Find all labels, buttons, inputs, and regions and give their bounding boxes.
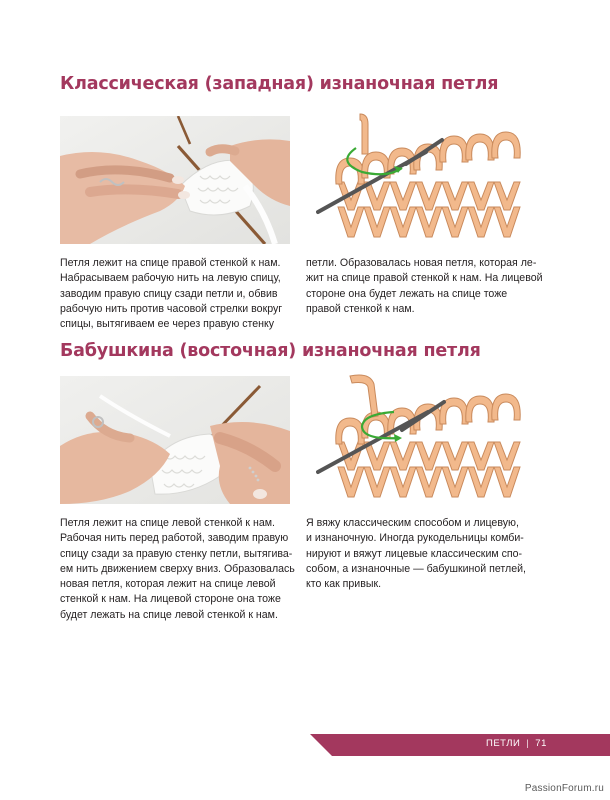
text-line: стенкой к нам. На лицевой стороне она тоже (60, 593, 281, 606)
text-line: и изнаночную. Иногда рукодельницы комби- (306, 532, 524, 545)
page-number: 71 (535, 738, 547, 749)
text-line: Петля лежит на спице правой стенкой к нам. (60, 257, 281, 269)
section-1-paragraph-left (60, 256, 282, 332)
text-line: правой стенкой к нам. (306, 302, 415, 315)
text-line: спицу сзади за правую стенку петли, вытягива- (60, 547, 293, 560)
text-line: собом, а изнаночные — бабушкиной петлей, (306, 562, 526, 575)
watermark: PassionForum.ru (524, 783, 604, 794)
purl-eastern-diagram-icon (316, 372, 534, 512)
text-line: ем нить движением сверху вниз. Образовалась (60, 562, 295, 575)
running-footer (486, 738, 547, 749)
purl-western-diagram-icon (316, 112, 534, 252)
footer-separator: | (526, 738, 530, 749)
text-line: заводим правую спицу сзади петли и, обвив (60, 287, 278, 300)
text-line: жит на спице правой стенкой к нам. На лицевой (306, 272, 543, 285)
text-line: нируют и вяжут лицевые классическим спо- (306, 547, 523, 560)
text-line: Рабочая нить перед работой, заводим правую (60, 532, 289, 545)
text-line: стороне она будет лежать на спице тоже (306, 287, 508, 300)
section-1-paragraph-right (306, 256, 543, 317)
hands-knitting-photo-icon (60, 116, 290, 244)
hands-knitting-photo-icon (60, 376, 290, 504)
text-line: Я вяжу классическим способом и лицевую, (306, 517, 519, 529)
section-2-paragraph-left (60, 516, 295, 623)
text-line: кто как привык. (306, 578, 382, 591)
text-line: новая петля, которая лежит на спице левой (60, 578, 276, 591)
text-line: Петля лежит на спице левой стенкой к нам. (60, 517, 275, 529)
text-line: будет лежать на спице левой стенкой к нам. (60, 608, 278, 621)
footer-band (310, 734, 610, 756)
text-line: спицы, вытягиваем ее через правую стенку (60, 318, 275, 331)
text-line: Набрасываем рабочую нить на левую спицу, (60, 272, 281, 285)
section-2-paragraph-right (306, 516, 526, 592)
text-line: петли. Образовалась новая петля, которая ле- (306, 257, 537, 269)
text-line: рабочую нить против часовой стрелки вокруг (60, 302, 283, 315)
section-1-heading: Классическая (западная) изнаночная петля (60, 74, 499, 94)
section-2-heading: Бабушкина (восточная) изнаночная петля (60, 341, 481, 361)
footer-section-label: ПЕТЛИ (486, 738, 521, 749)
